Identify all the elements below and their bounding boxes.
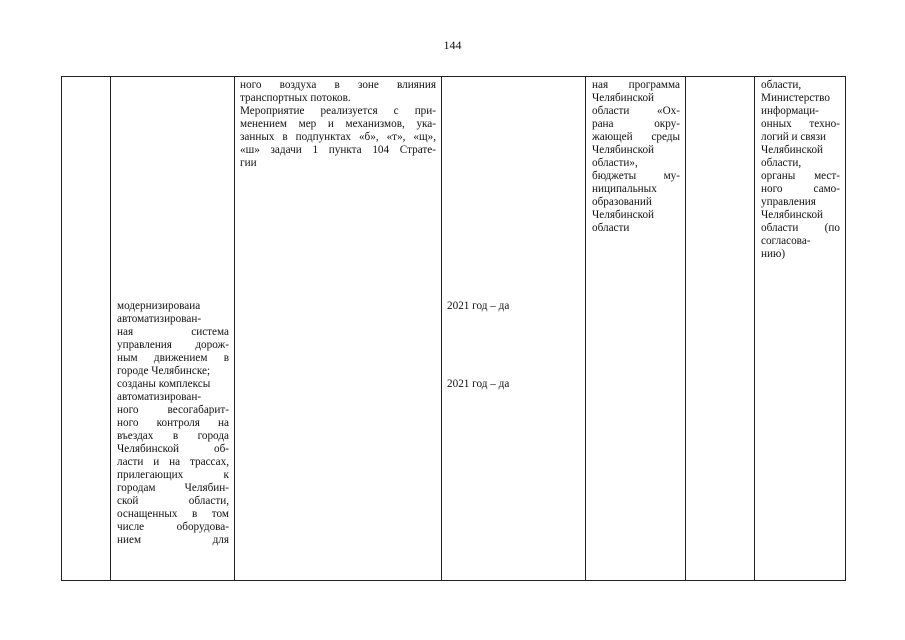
text-line: Челябинской об- — [117, 443, 229, 455]
responsible-executor-cell — [761, 79, 840, 261]
text-line: ниципальных — [592, 183, 657, 195]
text-line: нию) — [761, 248, 786, 260]
text-line: органы мест- — [761, 170, 840, 182]
text-line: области — [592, 222, 630, 234]
text-line: Челябинской — [761, 209, 824, 221]
text-line: управления дорож- — [117, 339, 229, 351]
text-line: автоматизирован- — [117, 313, 202, 325]
text-line: ная программа — [592, 79, 680, 91]
text-line: бюджеты му- — [592, 170, 680, 182]
text-line: числе оборудова- — [117, 521, 229, 533]
text-line: ного контроля на — [117, 417, 229, 429]
text-line: управления — [761, 196, 816, 208]
text-line: Мероприятие реализуется с при- — [240, 105, 436, 117]
text-line: нием для — [117, 534, 229, 546]
text-line: созданы комплексы — [117, 378, 211, 390]
text-line: менением мер и механизмов, ука- — [240, 118, 436, 130]
text-line: модернизироваиа — [117, 300, 201, 312]
text-line: ской области, — [117, 495, 229, 507]
funding-source-cell — [592, 79, 680, 235]
text-line: ного само- — [761, 183, 840, 195]
text-line: гии — [240, 157, 257, 169]
text-line: городе Челябинске; — [117, 365, 211, 377]
text-line: информаци- — [761, 105, 819, 117]
text-line: автоматизирован- — [117, 391, 202, 403]
text-line: области, — [761, 79, 802, 91]
text-line: Министерство — [761, 92, 830, 104]
text-line: Челябинской — [761, 144, 824, 156]
year-target-entry: 2021 год – да — [447, 300, 510, 312]
activity-description-cell — [240, 79, 436, 170]
text-line: Челябинской — [592, 209, 655, 221]
text-line: рана окру- — [592, 118, 680, 130]
text-line: Челябинской — [592, 144, 655, 156]
text-line: области (по — [761, 222, 840, 234]
text-line: городам Челябин- — [117, 482, 229, 494]
text-line: ная система — [117, 326, 229, 338]
text-line: Челябинской — [592, 92, 655, 104]
text-line: транспортных потоков. — [240, 92, 351, 104]
column-divider-6 — [754, 76, 755, 581]
text-line: ласти и на трассах, — [117, 456, 229, 468]
column-divider-5 — [685, 76, 686, 581]
expected-results-cell — [117, 300, 229, 547]
column-divider-1 — [110, 76, 111, 581]
text-line: ного воздуха в зоне влияния — [240, 79, 436, 91]
text-line: согласова- — [761, 235, 811, 247]
text-line: области «Ох- — [592, 105, 680, 117]
text-line: жающей среды — [592, 131, 680, 143]
text-line: ного весогабарит- — [117, 404, 229, 416]
column-divider-2 — [234, 76, 235, 581]
text-line: ным движением в — [117, 352, 229, 364]
column-divider-3 — [441, 76, 442, 581]
text-line: оснащенных в том — [117, 508, 229, 520]
page-number: 144 — [443, 38, 462, 52]
text-line: прилегающих к — [117, 469, 229, 481]
text-line: занных в подпунктах «б», «т», «щ», — [240, 131, 436, 143]
text-line: логий и связи — [761, 131, 826, 143]
text-line: «ш» задачи 1 пункта 104 Страте- — [240, 144, 436, 156]
year-target-entry: 2021 год – да — [447, 378, 510, 390]
text-line: въездах в города — [117, 430, 229, 442]
text-line: образований — [592, 196, 652, 208]
text-line: онных техно- — [761, 118, 840, 130]
text-line: области, — [761, 157, 802, 169]
column-divider-4 — [585, 76, 586, 581]
text-line: области», — [592, 157, 638, 169]
